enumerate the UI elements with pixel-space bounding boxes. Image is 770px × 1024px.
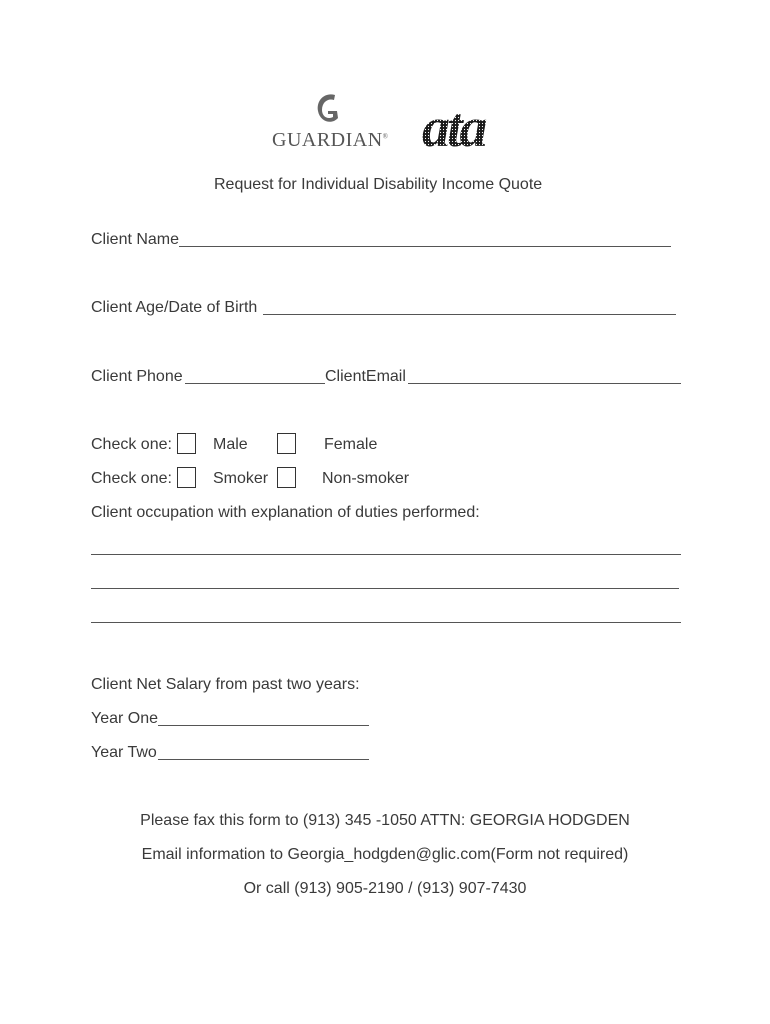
ata-logo-text: ata [422,98,485,156]
guardian-g-icon [313,92,343,128]
registered-mark: ® [382,132,389,141]
client-name-label: Client Name [91,231,180,248]
smoker-label: Smoker [213,470,269,487]
year-two-field[interactable] [158,759,369,760]
fax-instruction: Please fax this form to (913) 345 -1050 ATTN: GEORGIA HODGDEN [140,812,630,829]
client-phone-field[interactable] [185,383,325,384]
male-label: Male [213,436,248,453]
call-instruction: Or call (913) 905-2190 / (913) 907-7430 [243,880,527,897]
client-email-field[interactable] [408,383,681,384]
guardian-word: GUARDIAN [272,129,383,151]
client-email-label: ClientEmail [325,368,406,385]
form-title: Request for Individual Disability Income Quote [214,176,543,193]
non-smoker-label: Non-smoker [322,470,410,487]
gender-check-label: Check one: [91,436,172,453]
salary-heading: Client Net Salary from past two years: [91,676,360,693]
guardian-logo [272,92,389,152]
smoker-checkbox[interactable] [177,467,196,488]
client-name-field[interactable] [179,246,671,247]
occupation-label: Client occupation with explanation of duties performed: [91,504,480,521]
occupation-field-line[interactable] [91,554,681,555]
ata-logo-mark [418,98,533,156]
email-instruction: Email information to Georgia_hodgden@glic.com(Form not required) [141,846,629,863]
year-one-label: Year One [91,710,159,727]
year-one-field[interactable] [158,725,369,726]
occupation-field-line[interactable] [91,622,681,623]
client-age-label: Client Age/Date of Birth [91,299,258,316]
year-two-label: Year Two [91,744,157,761]
client-age-field[interactable] [263,314,676,315]
ata-logo [418,98,533,156]
guardian-wordmark [272,129,389,152]
female-checkbox[interactable] [277,433,296,454]
female-label: Female [324,436,378,453]
non-smoker-checkbox[interactable] [277,467,296,488]
occupation-field-line[interactable] [91,588,679,589]
smoker-check-label: Check one: [91,470,172,487]
male-checkbox[interactable] [177,433,196,454]
client-phone-label: Client Phone [91,368,183,385]
